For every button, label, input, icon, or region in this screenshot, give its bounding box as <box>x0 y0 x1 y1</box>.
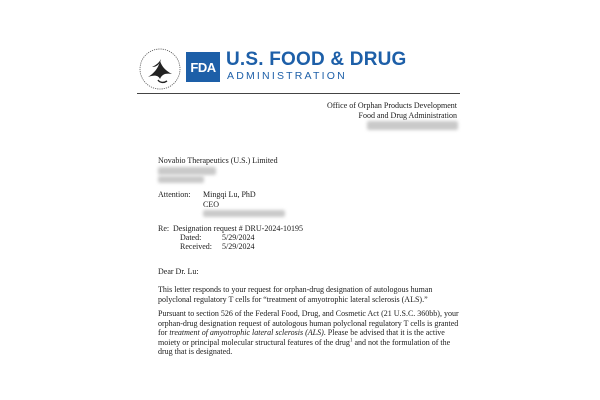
attention-label: Attention: <box>158 190 191 199</box>
paragraph-2-part-3: and not the formulation of the drug that is designated. <box>158 337 451 357</box>
recipient-company: Novabio Therapeutics (U.S.) Limited <box>158 156 278 165</box>
dated-label: Dated: <box>180 233 202 242</box>
agency-name: U.S. FOOD & DRUG <box>226 49 407 70</box>
letter-paragraph-1: This letter responds to your request for orphan-drug designation of autologous human polyclonal regulatory T cells for “treatment of amyotrophic lateral sclerosis (ALS).” <box>158 285 433 304</box>
office-address <box>327 101 457 120</box>
redacted-recipient-city <box>158 176 204 183</box>
received-value: 5/29/2024 <box>222 242 255 251</box>
paragraph-2-part-1: Pursuant to section 526 of the Federal Food, Drug, and Cosmetic Act (21 U.S.C. 360bb), your orphan-drug designation request of autologous human polyclonal regulatory T cells is granted for <box>158 309 459 338</box>
designation-request-number: Designation request # DRU-2024-10195 <box>173 224 303 233</box>
redacted-recipient-address <box>158 167 216 175</box>
hhs-eagle-seal-icon <box>138 47 182 91</box>
paragraph-2-part-2: . Please be advised that it is the active moiety or principal molecular structural features of the drug <box>158 328 445 347</box>
paragraph-2-indication: treatment of amyotrophic lateral sclerosis (ALS) <box>169 328 324 338</box>
attention-name: Mingqi Lu, PhD <box>203 190 256 199</box>
office-line-1: Office of Orphan Products Development <box>326 101 457 110</box>
header-divider <box>137 93 460 94</box>
dated-value: 5/29/2024 <box>222 233 255 242</box>
footnote-marker[interactable]: 1 <box>349 338 353 344</box>
attention-title: CEO <box>203 200 219 209</box>
letter-paragraph-2 <box>158 309 466 357</box>
re-label: Re: <box>158 224 170 233</box>
redacted-office-address <box>367 121 458 130</box>
redacted-email <box>203 210 285 217</box>
salutation: Dear Dr. Lu: <box>158 267 199 276</box>
agency-subtitle: ADMINISTRATION <box>227 70 347 82</box>
received-label: Received: <box>180 242 212 251</box>
office-line-2: Food and Drug Administration <box>358 110 457 120</box>
fda-logo-box: FDA <box>186 52 220 82</box>
